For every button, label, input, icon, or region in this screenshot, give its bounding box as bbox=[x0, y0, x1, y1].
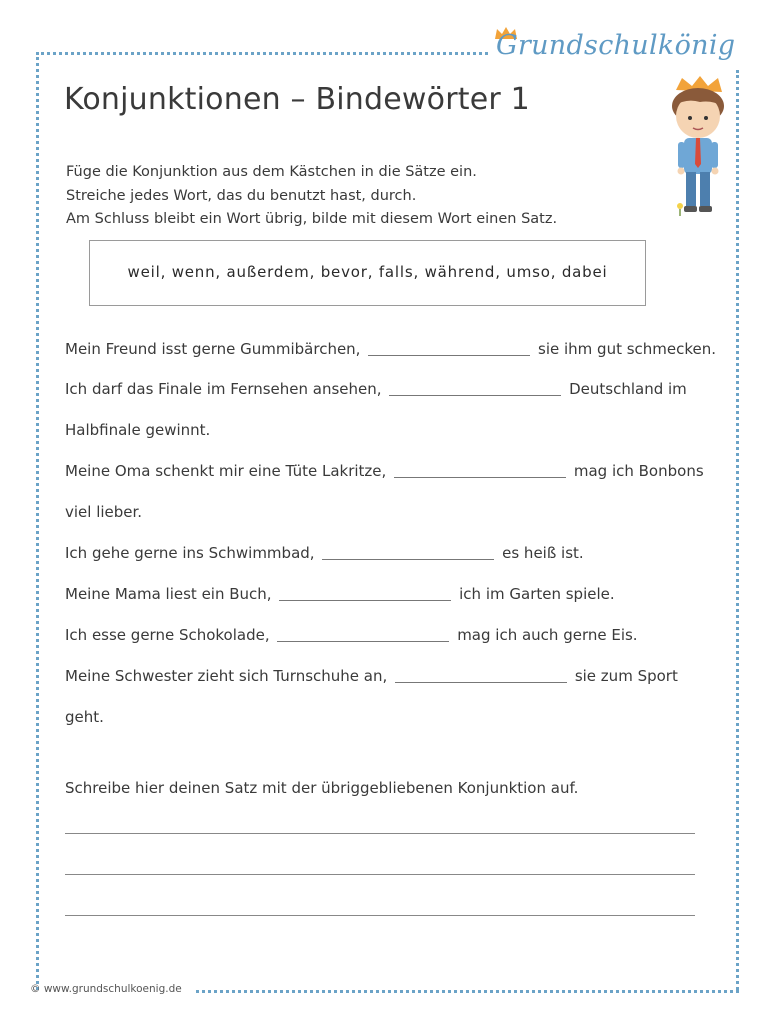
frame-left-border bbox=[36, 52, 39, 990]
word-box bbox=[89, 240, 646, 306]
sentence-text: mag ich auch gerne Eis. bbox=[457, 626, 638, 644]
sentence-2 bbox=[65, 380, 687, 398]
sentence-text: Deutschland im bbox=[569, 380, 687, 398]
sentence-3 bbox=[65, 462, 704, 480]
write-prompt: Schreibe hier deinen Satz mit der übriggebliebenen Konjunktion auf. bbox=[65, 779, 579, 797]
word-box-words: weil, wenn, außerdem, bevor, falls, während, umso, dabei bbox=[127, 263, 608, 281]
fill-in-blank[interactable] bbox=[277, 640, 449, 642]
sentence-text: sie ihm gut schmecken. bbox=[538, 340, 717, 358]
footer-copyright: © www.grundschulkoenig.de bbox=[30, 983, 182, 995]
frame-bottom-border bbox=[196, 990, 739, 993]
fill-in-blank[interactable] bbox=[368, 354, 530, 356]
brand-logo: Grundschulkönig bbox=[496, 30, 736, 61]
writing-line[interactable] bbox=[65, 874, 695, 875]
sentence-text: Ich esse gerne Schokolade, bbox=[65, 626, 270, 644]
frame-right-border bbox=[736, 70, 739, 990]
sentence-4 bbox=[65, 544, 584, 562]
page-title: Konjunktionen – Bindewörter 1 bbox=[64, 82, 530, 117]
sentence-text: mag ich Bonbons bbox=[573, 462, 704, 480]
sentence-6 bbox=[65, 626, 638, 644]
instruction-line: Füge die Konjunktion aus dem Kästchen in die Sätze ein. bbox=[66, 164, 477, 180]
sentence-5 bbox=[65, 585, 615, 603]
fill-in-blank[interactable] bbox=[395, 681, 567, 683]
sentence-text: Meine Oma schenkt mir eine Tüte Lakritze, bbox=[65, 462, 387, 480]
sentence-text: Ich gehe gerne ins Schwimmbad, bbox=[65, 544, 315, 562]
sentence-text: Meine Mama liest ein Buch, bbox=[65, 585, 272, 603]
sentence-text: Ich darf das Finale im Fernsehen ansehen, bbox=[65, 380, 382, 398]
instruction-line: Am Schluss bleibt ein Wort übrig, bilde mit diesem Wort einen Satz. bbox=[66, 211, 558, 227]
sentence-text: Meine Schwester zieht sich Turnschuhe an, bbox=[65, 667, 388, 685]
sentence-2-continued: Halbfinale gewinnt. bbox=[65, 421, 211, 439]
sentence-3-continued: viel lieber. bbox=[65, 503, 143, 521]
frame-top-border bbox=[36, 52, 488, 55]
sentence-7-continued: geht. bbox=[65, 708, 104, 726]
fill-in-blank[interactable] bbox=[394, 476, 566, 478]
fill-in-blank[interactable] bbox=[279, 599, 451, 601]
writing-line[interactable] bbox=[65, 915, 695, 916]
boy-with-crown-illustration bbox=[660, 76, 736, 218]
sentence-text: es heiß ist. bbox=[502, 544, 584, 562]
sentence-text: Mein Freund isst gerne Gummibärchen, bbox=[65, 340, 361, 358]
fill-in-blank[interactable] bbox=[389, 394, 561, 396]
sentence-text: sie zum Sport bbox=[574, 667, 678, 685]
writing-line[interactable] bbox=[65, 833, 695, 834]
sentence-7 bbox=[65, 667, 678, 685]
sentence-text: ich im Garten spiele. bbox=[459, 585, 615, 603]
instruction-line: Streiche jedes Wort, das du benutzt hast, durch. bbox=[66, 188, 417, 204]
sentence-1 bbox=[65, 340, 716, 358]
fill-in-blank[interactable] bbox=[322, 558, 494, 560]
